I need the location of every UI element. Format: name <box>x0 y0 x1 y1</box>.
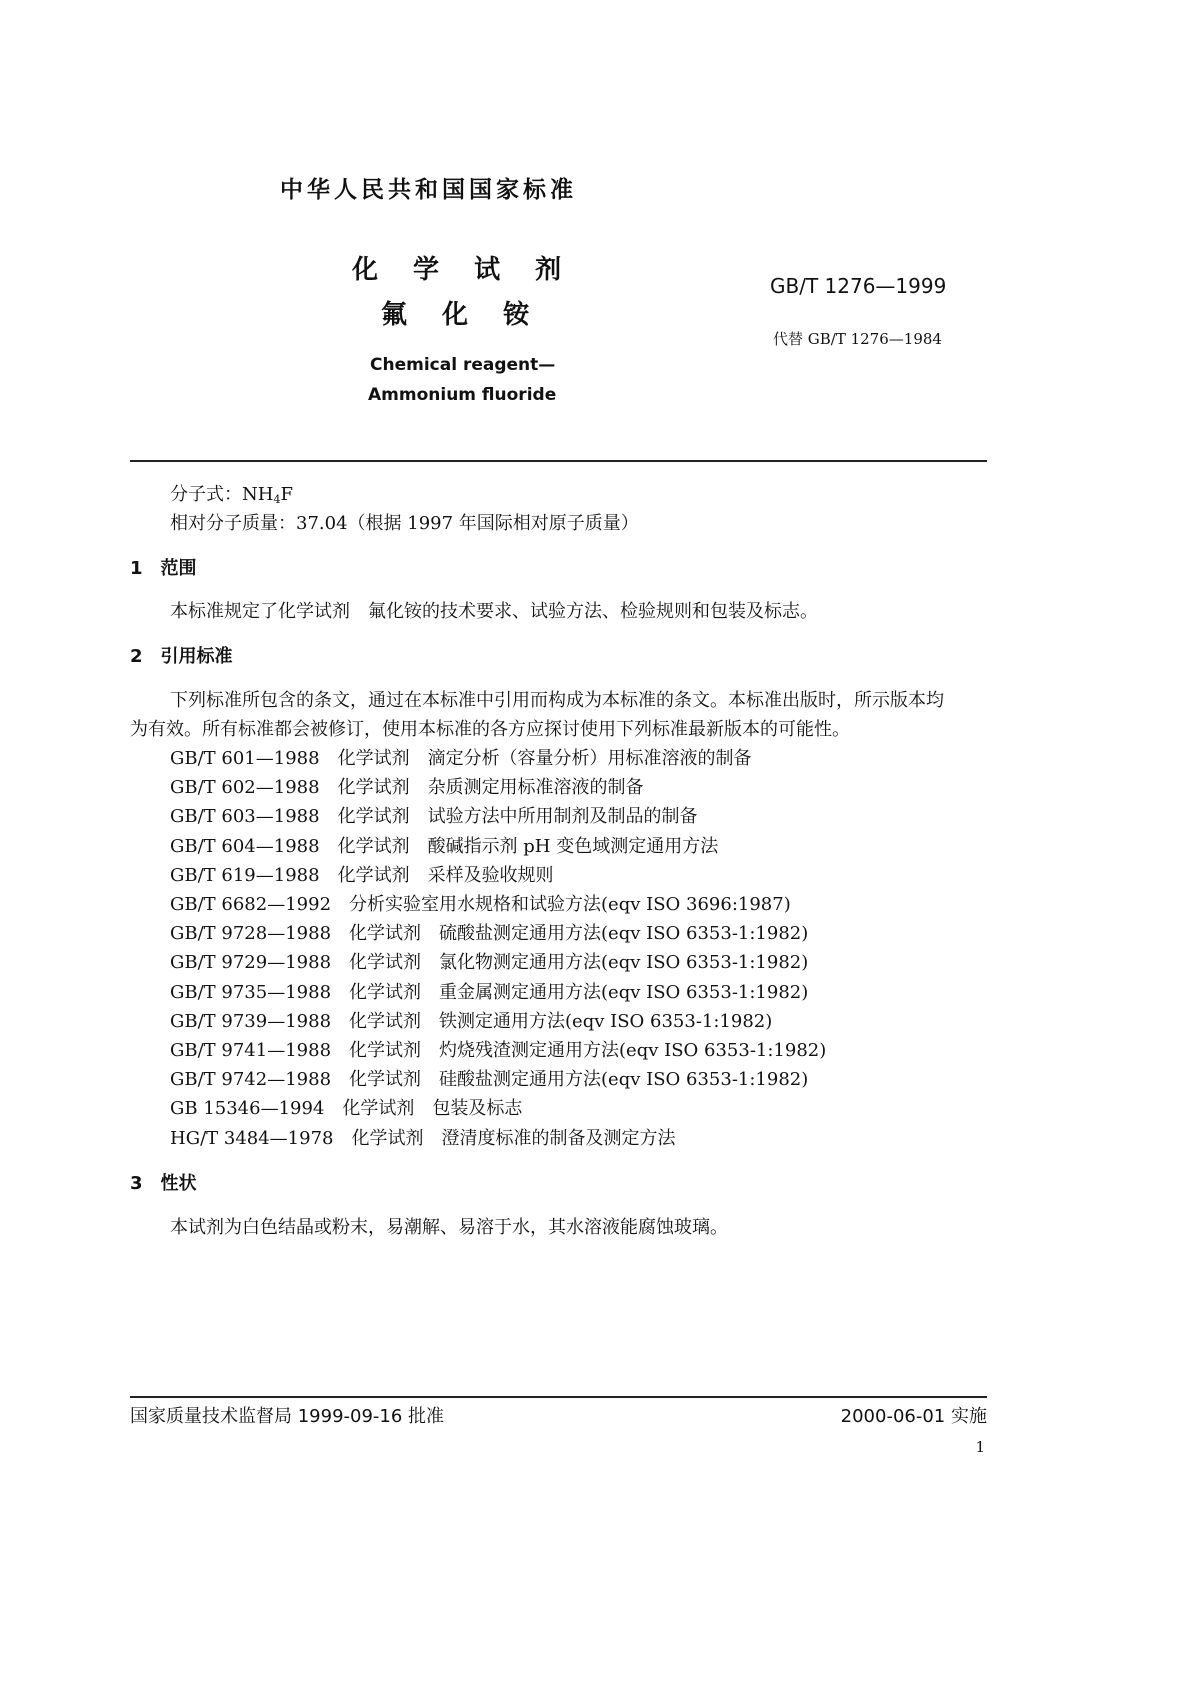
reference-item: GB/T 619—1988 化学试剂 采样及验收规则 <box>170 864 554 886</box>
title-line1: 化 学 试 剂 <box>352 255 568 285</box>
reference-item: GB/T 603—1988 化学试剂 试验方法中所用制剂及制品的制备 <box>170 806 698 828</box>
footer-rule <box>130 1396 987 1398</box>
reference-item: GB/T 6682—1992 分析实验室用水规格和试验方法(eqv ISO 3696:1987) <box>170 894 791 915</box>
reference-item: GB 15346—1994 化学试剂 包装及标志 <box>170 1098 523 1120</box>
reference-item: GB/T 9739—1988 化学试剂 铁测定通用方法(eqv ISO 6353-1:1982) <box>170 1010 773 1032</box>
reference-item: GB/T 604—1988 化学试剂 酸碱指示剂 pH 变色域测定通用方法 <box>170 835 719 857</box>
replaces-standard: 代替 GB/T 1276—1984 <box>773 330 942 348</box>
title-line2: 氟 化 铵 <box>381 300 536 330</box>
section-1-heading: 1 范围 <box>130 558 197 579</box>
section-1-text: 本标准规定了化学试剂 氟化铵的技术要求、试验方法、检验规则和包装及标志。 <box>170 601 818 622</box>
section-3-text: 本试剂为白色结晶或粉末，易潮解、易溶于水，其水溶液能腐蚀玻璃。 <box>170 1217 728 1238</box>
reference-item: HG/T 3484—1978 化学试剂 澄清度标准的制备及测定方法 <box>170 1127 676 1149</box>
header-rule <box>130 460 987 462</box>
section-3-heading: 3 性状 <box>130 1173 197 1194</box>
standard-number: GB/T 1276—1999 <box>770 274 947 298</box>
molecular-formula: 分子式：$NH_4F$ <box>170 484 293 506</box>
effective-date: 2000-06-01 实施 <box>840 1406 987 1427</box>
page-number: 1 <box>975 1438 985 1456</box>
reference-item: GB/T 9728—1988 化学试剂 硫酸盐测定通用方法(eqv ISO 6353-1:1982) <box>170 923 809 945</box>
reference-item: GB/T 9735—1988 化学试剂 重金属测定通用方法(eqv ISO 6353-1:1982) <box>170 981 809 1003</box>
national-standard-heading: 中华人民共和国国家标准 <box>280 177 577 203</box>
section-2-text-1: 下列标准所包含的条文，通过在本标准中引用而构成为本标准的条文。本标准出版时，所示版本均 <box>170 690 944 711</box>
reference-item: GB/T 9741—1988 化学试剂 灼烧残渣测定通用方法(eqv ISO 6353-1:1982) <box>170 1040 827 1061</box>
english-title-2: Ammonium fluoride <box>368 385 557 405</box>
section-2-heading: 2 引用标准 <box>130 646 233 667</box>
approval-date: 国家质量技术监督局 1999-09-16 批准 <box>130 1406 445 1427</box>
reference-item: GB/T 601—1988 化学试剂 滴定分析（容量分析）用标准溶液的制备 <box>170 748 752 769</box>
section-2-text-2: 为有效。所有标准都会被修订，使用本标准的各方应探讨使用下列标准最新版本的可能性。 <box>130 719 850 740</box>
english-title-1: Chemical reagent— <box>370 355 556 375</box>
reference-item: GB/T 602—1988 化学试剂 杂质测定用标准溶液的制备 <box>170 777 644 799</box>
reference-item: GB/T 9742—1988 化学试剂 硅酸盐测定通用方法(eqv ISO 6353-1:1982) <box>170 1069 809 1091</box>
molecular-mass: 相对分子质量：37.04（根据 1997 年国际相对原子质量） <box>170 513 639 534</box>
reference-item: GB/T 9729—1988 化学试剂 氯化物测定通用方法(eqv ISO 6353-1:1982) <box>170 952 809 974</box>
